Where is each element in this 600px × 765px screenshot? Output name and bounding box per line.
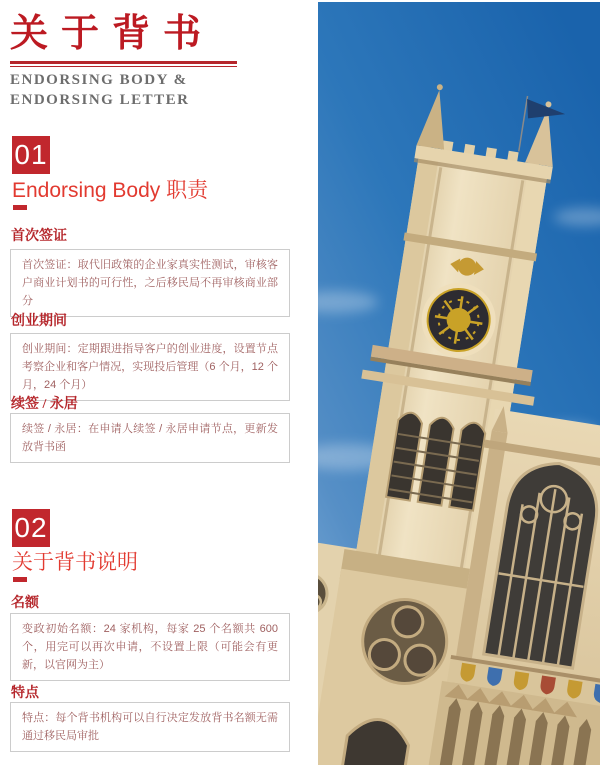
item-body-first-visa: 首次签证：取代旧政策的企业家真实性测试，审核客户商业计划书的可行性，之后移民局不再审核商业部分 [10, 249, 290, 317]
item-body-startup-period: 创业期间：定期跟进指导客户的创业进度，设置节点考察企业和客户情况，实现投后管理（6 个月，12 个月，24 个月） [10, 333, 290, 401]
item-heading-renewal: 续签 / 永居 [11, 397, 78, 412]
section-01-title: Endorsing Body 职责 [12, 179, 209, 202]
item-body-renewal: 续签 / 永居：在申请人续签 / 永居申请节点，更新发放背书函 [10, 413, 290, 463]
section-02-title: 关于背书说明 [12, 551, 138, 574]
content-column [10, 0, 290, 765]
item-body-quota: 变政初始名额：24 家机构，每家 25 个名额共 600 个，用完可以再次申请，不设置上限（可能会有更新，以官网为主） [10, 613, 290, 681]
section-02-badge: 02 [12, 509, 50, 547]
section-02-dash [13, 577, 27, 582]
subtitle-line-1: ENDORSING BODY & [10, 72, 188, 88]
item-body-feature: 特点：每个背书机构可以自行决定发放背书名额无需通过移民局审批 [10, 702, 290, 752]
section-01-dash [13, 205, 27, 210]
item-heading-first-visa: 首次签证 [11, 229, 67, 244]
title-divider [10, 61, 237, 67]
item-heading-startup-period: 创业期间 [11, 314, 67, 329]
subtitle-line-2: ENDORSING LETTER [10, 92, 190, 108]
page-title: 关于背书 [10, 13, 215, 55]
item-heading-quota: 名额 [11, 596, 39, 611]
section-01-badge: 01 [12, 136, 50, 174]
westminster-abbey-photo [318, 2, 600, 765]
page-subtitle [10, 70, 189, 110]
item-heading-feature: 特点 [11, 686, 39, 701]
